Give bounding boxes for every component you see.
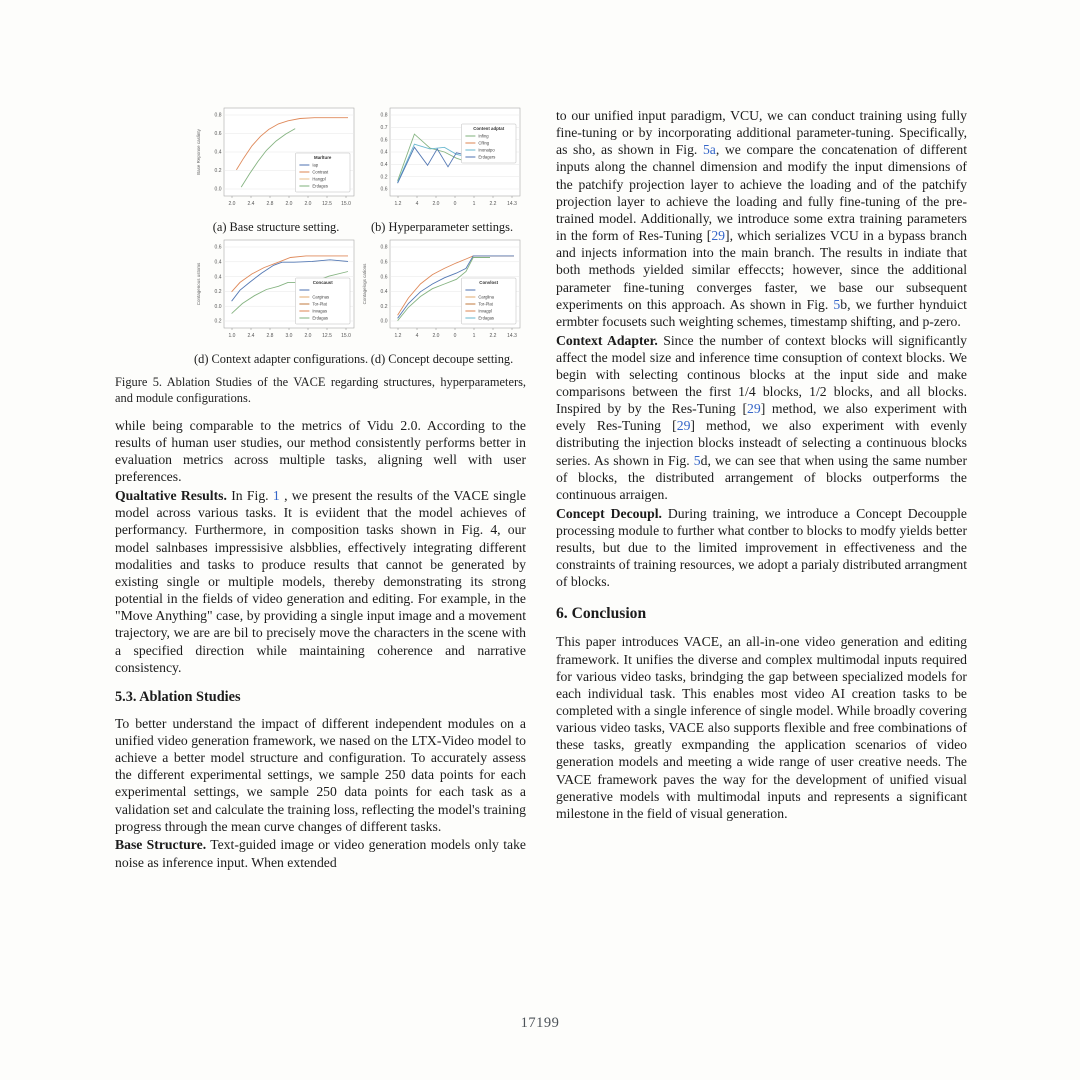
svg-text:Concaust: Concaust [312, 280, 333, 285]
svg-text:14.3: 14.3 [507, 333, 517, 339]
paragraph-lead: Concept Decoupl. [556, 505, 662, 521]
svg-text:12.5: 12.5 [322, 201, 332, 207]
paragraph: Qualtative Results. In Fig. 1 , we present the results of the VACE single model across various tasks. It is eviident that the model achieves of performancy. Furthermore, in composition tasks shown in Fig. 4, our model salnbases impressisive alsbblies, effectively integrating different modalities and tasks to produce results that cannot be generated by existing single or multiple models, thereby demonstrating its strong potential in the fields of video generation and editing. For example, in the "Move Anything" case, by providing a single input image and a movement trajectory, we are are bil to precisely move the characters in the scene with a specified direction while maintaining coherence and narrative consistency. [115, 488, 526, 675]
svg-text:Convlost: Convlost [479, 280, 499, 285]
page-number: 17199 [520, 1015, 560, 1031]
section-heading: 6. Conclusion [556, 605, 647, 623]
paragraph: Context Adapter. Since the number of context blocks will significantly affect the model size and inference time consuption of context blocks. We begin with selecting continous blocks at the input side and make comparisons between the first 1/4 blocks, 1/2 blocks, and all blocks. Inspired by by the Res-Tuning [29] method, we also experiment with evely Res-Tuning [29] method, we also experiment with evenly distributing the injection blocks insteadt of selecting a continuous blocks series. As shown in Fig. 5d, we can see that when using the same number of blocks, the distributed arrangement of blocks outperforms the continuous arraigen. [556, 332, 967, 502]
svg-text:0.4: 0.4 [380, 149, 388, 156]
svg-text:Carginas: Carginas [312, 294, 330, 300]
ref-link[interactable]: 29 [747, 401, 761, 417]
svg-text:Hangpl: Hangpl [312, 176, 326, 182]
paragraph-lead: Base Structure. [115, 837, 207, 853]
ref-link[interactable]: 5 [833, 296, 841, 312]
paragraph: Concept Decoupl. During training, we introduce a Concept Decoupple processing module to further what contber to blocks to modfy yields better results, but due to the limited improvement in effectiveness and the constraints of training resources, we adopt a parialy distributed arrangment of blocks. [556, 505, 967, 590]
svg-text:Cfling: Cfling [478, 140, 490, 146]
svg-text:0.7: 0.7 [380, 125, 388, 132]
svg-text:2.0: 2.0 [285, 201, 293, 207]
chart-hyperparameter [360, 103, 524, 235]
svg-text:Invagas: Invagas [312, 308, 328, 314]
subcaption-a: (a) Base structure setting. [212, 220, 340, 234]
svg-text:0.0: 0.0 [380, 318, 388, 325]
svg-text:0.6: 0.6 [214, 131, 222, 138]
svg-text:Erdagas: Erdagas [478, 315, 495, 321]
svg-text:2.0: 2.0 [432, 333, 440, 339]
svg-text:0.4: 0.4 [214, 274, 222, 281]
svg-text:0.6: 0.6 [380, 259, 388, 266]
svg-text:0.8: 0.8 [214, 112, 222, 119]
svg-text:Tor-Plat: Tor-Plat [478, 301, 493, 307]
svg-text:0: 0 [453, 333, 457, 339]
ref-link[interactable]: 5 [693, 452, 701, 468]
svg-text:0.4: 0.4 [380, 289, 388, 296]
svg-text:0.2: 0.2 [380, 174, 388, 181]
chart-canvas [194, 235, 358, 347]
right-column [556, 107, 967, 824]
svg-text:Contagenous ustoms: Contagenous ustoms [196, 262, 201, 306]
section-heading: 5.3. Ablation Studies [115, 688, 241, 705]
svg-text:Erdagas: Erdagas [312, 315, 329, 321]
svg-text:Contrast: Contrast [312, 169, 329, 175]
svg-text:2.0: 2.0 [304, 201, 312, 207]
svg-text:1: 1 [472, 333, 476, 339]
svg-text:0.0: 0.0 [214, 186, 222, 193]
svg-text:1.0: 1.0 [228, 333, 236, 339]
svg-text:2.2: 2.2 [489, 201, 497, 207]
subcaption-d: (d) Concept decoupe setting. [370, 352, 514, 366]
svg-text:Infing: Infing [478, 133, 489, 139]
svg-text:1.2: 1.2 [394, 201, 402, 207]
svg-text:4: 4 [415, 201, 419, 207]
svg-text:2.4: 2.4 [247, 201, 255, 207]
svg-text:0.2: 0.2 [380, 303, 388, 310]
svg-text:Erdages: Erdages [312, 183, 329, 189]
svg-text:Content adptat: Content adptat [473, 126, 505, 131]
paragraph: while being comparable to the metrics of Vidu 2.0. According to the results of human user studies, our method consistently performs better in evaluation metrics across multiple tasks, aligning well with user preferences. [115, 418, 526, 485]
svg-text:0.2: 0.2 [214, 289, 222, 296]
left-column-text [115, 417, 526, 871]
svg-text:Base Reponse caslinty: Base Reponse caslinty [196, 129, 201, 175]
ref-link[interactable]: 5a [702, 142, 716, 158]
svg-text:2.2: 2.2 [489, 333, 497, 339]
svg-text:0.0: 0.0 [214, 303, 222, 310]
svg-text:14.3: 14.3 [507, 201, 517, 207]
chart-canvas [360, 103, 524, 215]
svg-text:Marlture: Marlture [314, 155, 332, 160]
ref-link[interactable]: 29 [676, 418, 691, 434]
paragraph-lead: Qualtative Results. [115, 488, 227, 504]
figure-row-1 [115, 103, 524, 235]
svg-text:3.0: 3.0 [285, 333, 293, 339]
svg-text:0.2: 0.2 [214, 168, 222, 175]
svg-text:Iap: Iap [312, 162, 319, 168]
svg-text:0.6: 0.6 [380, 137, 388, 144]
svg-text:0.6: 0.6 [214, 244, 222, 251]
svg-text:0.6: 0.6 [380, 186, 388, 193]
figure-caption: Figure 5. Ablation Studies of the VACE regarding structures, hyperparameters, and module configurations. [115, 375, 526, 405]
svg-text:2.0: 2.0 [304, 333, 312, 339]
svg-text:0.2: 0.2 [214, 318, 222, 325]
svg-text:Invagpl: Invagpl [478, 308, 492, 314]
svg-text:2.4: 2.4 [247, 333, 255, 339]
svg-text:2.0: 2.0 [432, 201, 440, 207]
svg-text:0: 0 [453, 201, 457, 207]
chart-concept-decouple [360, 235, 524, 367]
paragraph-lead: Context Adapter. [556, 332, 658, 348]
svg-text:0.4: 0.4 [214, 259, 222, 266]
svg-text:2.0: 2.0 [228, 201, 236, 207]
svg-text:Tor-Plat: Tor-Plat [312, 301, 327, 307]
right-column-text [556, 107, 967, 822]
svg-text:0.4: 0.4 [380, 162, 388, 169]
subcaption-b: (b) Hyperparameter settings. [370, 220, 514, 234]
svg-text:Inonatpo: Inonatpo [478, 147, 495, 153]
svg-text:12.5: 12.5 [322, 333, 332, 339]
chart-base-structure [194, 103, 358, 235]
svg-text:4: 4 [415, 333, 419, 339]
ref-link[interactable]: 1 [272, 488, 280, 504]
svg-text:2.8: 2.8 [266, 333, 274, 339]
svg-text:0.8: 0.8 [380, 112, 388, 119]
svg-text:Erdagers: Erdagers [478, 154, 496, 160]
paragraph: To better understand the impact of different independent modules on a unified video generation framework, we nased on the LTX-Video model to achieve a better model structure and configuration. To accurately assess the different experimental settings, we sample 250 data points for each experimental settings, we sample 250 data points for each task as a validation set and calculate the training loss, reflecting the model's training progress through the mean curve changes of different tasks. [115, 715, 526, 834]
svg-text:15.0: 15.0 [341, 333, 351, 339]
chart-canvas [360, 235, 524, 347]
chart-canvas [194, 103, 358, 215]
svg-text:1.2: 1.2 [394, 333, 402, 339]
left-column [115, 103, 526, 872]
svg-text:0.4: 0.4 [214, 149, 222, 156]
svg-text:Contagelogs cations: Contagelogs cations [362, 263, 367, 305]
svg-text:2.8: 2.8 [266, 201, 274, 207]
svg-text:1: 1 [472, 201, 476, 207]
paragraph: This paper introduces VACE, an all-in-one video generation and editing framework. It unifies the diverse and complex multimodal inputs required for various video tasks, brindging the gap between specialized models for each individual task. This enables most video AI creation tasks to be completed with a single inference of single model. While broadly covering various video tasks, VACE also supports flexible and free combinations of these tasks, greatly exmpanding the application scenarios of video generation models and meeting a wide range of user creative needs. The VACE framework paves the way for the development of unified visual generative models with multimodal inputs and represents a significant milestone in the field of visual generation. [556, 634, 967, 821]
ref-link[interactable]: 29 [711, 228, 726, 244]
paragraph: Base Structure. Text-guided image or video generation models only take noise as inference input. When extended [115, 837, 526, 870]
figure-5 [115, 103, 526, 406]
svg-text:0.8: 0.8 [380, 244, 388, 251]
paragraph: to our unified input paradigm, VCU, we can conduct training using fully fine-tuning or by incorporating additional parameter-tuning. Specifically, as sho, as shown in Fig. 5a, we compare the concatenation of different inputs along the channel dimension and modify the input dimensions of the patchify projection layer to achieve the loading and of the patchify projection layer to achieve the loading and fully fine-tuning of the pre-trained model. Additionally, we introduce some extra training parameters in the form of Res-Tuning [29], which serializes VCU in a bypass branch and injects information into the main branch. The results in indiate that both methods yielded similar effeccts; however, since the additional parameter fine-tuning converges faster, we base our subsequent experiments on this approach. As shown in Fig. 5b, we further hynduict ermbter focusets such weighting schemes, timestamp shifting, and p-zero. [556, 108, 968, 329]
figure-row-2 [115, 235, 524, 367]
subcaption-c: (d) Context adapter configurations. [194, 352, 369, 366]
svg-text:15.0: 15.0 [341, 201, 351, 207]
svg-text:Carglina: Carglina [478, 294, 495, 300]
svg-text:0.6: 0.6 [380, 274, 388, 281]
